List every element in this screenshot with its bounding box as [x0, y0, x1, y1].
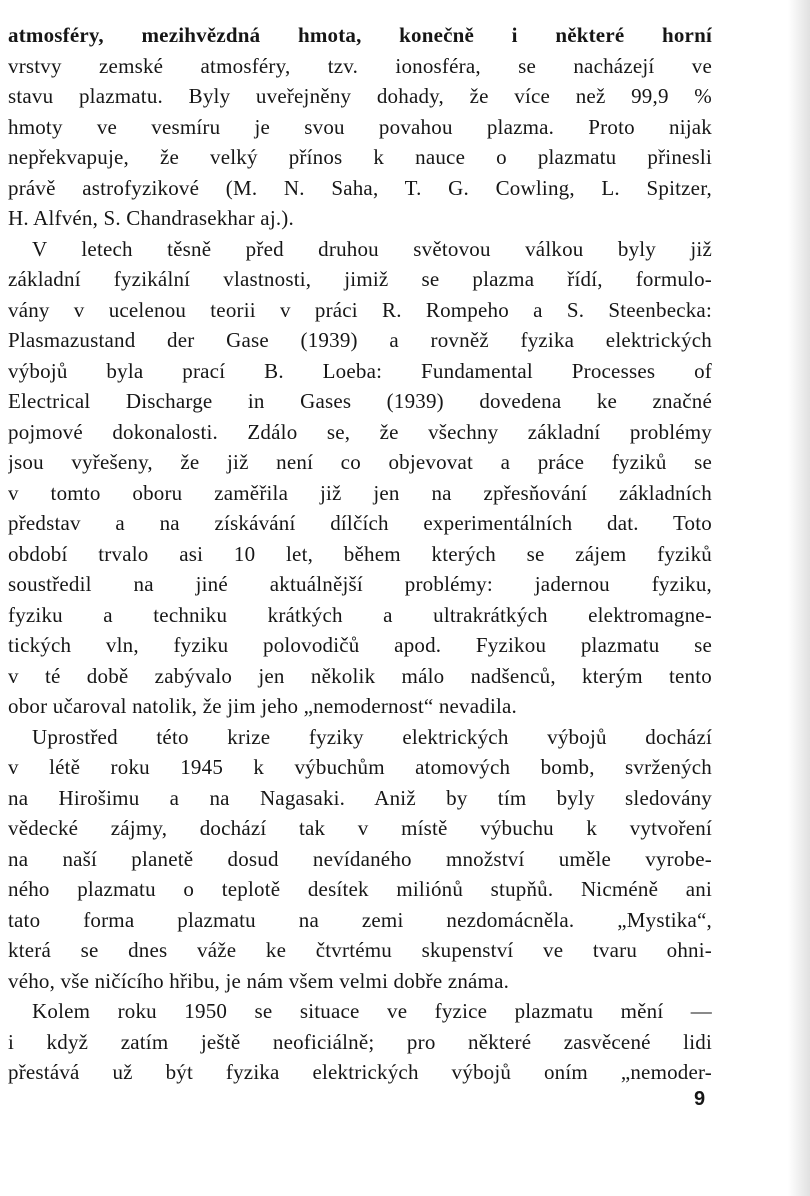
text-line-23: obor učaroval natolik, že jim jeho „nemodernost“ nevadila. [8, 694, 518, 718]
text-line-11: Plasmazustand der Gase (1939) a rovněž fyzika elektrických [8, 328, 712, 352]
text-line-33: Kolem roku 1950 se situace ve fyzice plazmatu mění — [32, 999, 712, 1023]
text-line-16: v tomto oboru zaměřila již jen na zpřesňování základních [8, 480, 712, 505]
text-line-13: Electrical Discharge in Gases (1939) dovedena ke značné [8, 389, 712, 413]
text-line-8: V letech těsně před druhou světovou válkou byly již [32, 236, 712, 261]
text-line-22: v té době zabývalo jen několik málo nadšenců, kterým tento [8, 663, 712, 688]
text-line-32: vého, vše ničícího hřibu, je nám všem velmi dobře známa. [8, 968, 510, 993]
text-line-18: období trvalo asi 10 let, během kterých se zájem fyziků [8, 541, 712, 566]
text-line-14: pojmové dokonalosti. Zdálo se, že všechny základní problémy [8, 419, 712, 444]
text-line-24: Uprostřed této krize fyziky elektrických výbojů dochází [32, 724, 712, 749]
text-line-1: atmosféry, mezihvězdná hmota, konečně i některé horní [8, 23, 712, 47]
text-line-21: tických vln, fyziku polovodičů apod. Fyzikou plazmatu se [8, 633, 712, 657]
text-line-28: na naší planetě dosud nevídaného množství uměle vyrobe- [8, 846, 712, 871]
text-line-20: fyziku a techniku krátkých a ultrakrátkých elektromagne- [8, 602, 712, 627]
text-line-4: hmoty ve vesmíru je svou povahou plazma. Proto nijak [8, 114, 712, 139]
text-line-19: soustředil na jiné aktuálnější problémy: jadernou fyziku, [8, 572, 712, 596]
text-line-29: ného plazmatu o teplotě desítek miliónů stupňů. Nicméně ani [8, 877, 712, 901]
text-line-27: vědecké zájmy, dochází tak v místě výbuchu k vytvoření [8, 816, 712, 840]
text-line-17: představ a na získávání dílčích experimentálních dat. Toto [8, 511, 712, 535]
page-number: 9 [694, 1088, 706, 1110]
text-line-3: stavu plazmatu. Byly uveřejněny dohady, že více než 99,9 % [8, 84, 712, 108]
body-text [8, 20, 712, 1088]
text-line-5: nepřekvapuje, že velký přínos k nauce o plazmatu přinesli [8, 145, 712, 169]
text-line-9: základní fyzikální vlastnosti, jimiž se plazma řídí, formulo- [8, 267, 712, 291]
text-line-30: tato forma plazmatu na zemi nezdomácněla. „Mystika“, [8, 907, 712, 932]
text-line-12: výbojů byla prací B. Loeba: Fundamental Processes of [8, 358, 712, 383]
text-line-25: v létě roku 1945 k výbuchům atomových bomb, svržených [8, 755, 712, 779]
page-edge-shadow [788, 0, 810, 1196]
text-line-6: právě astrofyzikové (M. N. Saha, T. G. Cowling, L. Spitzer, [8, 175, 712, 200]
text-line-10: vány v ucelenou teorii v práci R. Rompeho a S. Steenbecka: [8, 297, 712, 322]
text-line-2: vrstvy zemské atmosféry, tzv. ionosféra, se nacházejí ve [8, 53, 712, 78]
text-line-7: H. Alfvén, S. Chandrasekhar aj.). [8, 206, 294, 230]
text-line-31: která se dnes váže ke čtvrtému skupenství ve tvaru ohni- [8, 938, 712, 962]
text-line-15: jsou vyřešeny, že již není co objevovat a práce fyziků se [8, 450, 712, 474]
text-line-35: přestává už být fyzika elektrických výbojů oním „nemoder- [8, 1060, 712, 1084]
text-line-26: na Hirošimu a na Nagasaki. Aniž by tím byly sledovány [8, 785, 712, 810]
text-line-34: i když zatím ještě neoficiálně; pro některé zasvěcené lidi [8, 1029, 712, 1054]
